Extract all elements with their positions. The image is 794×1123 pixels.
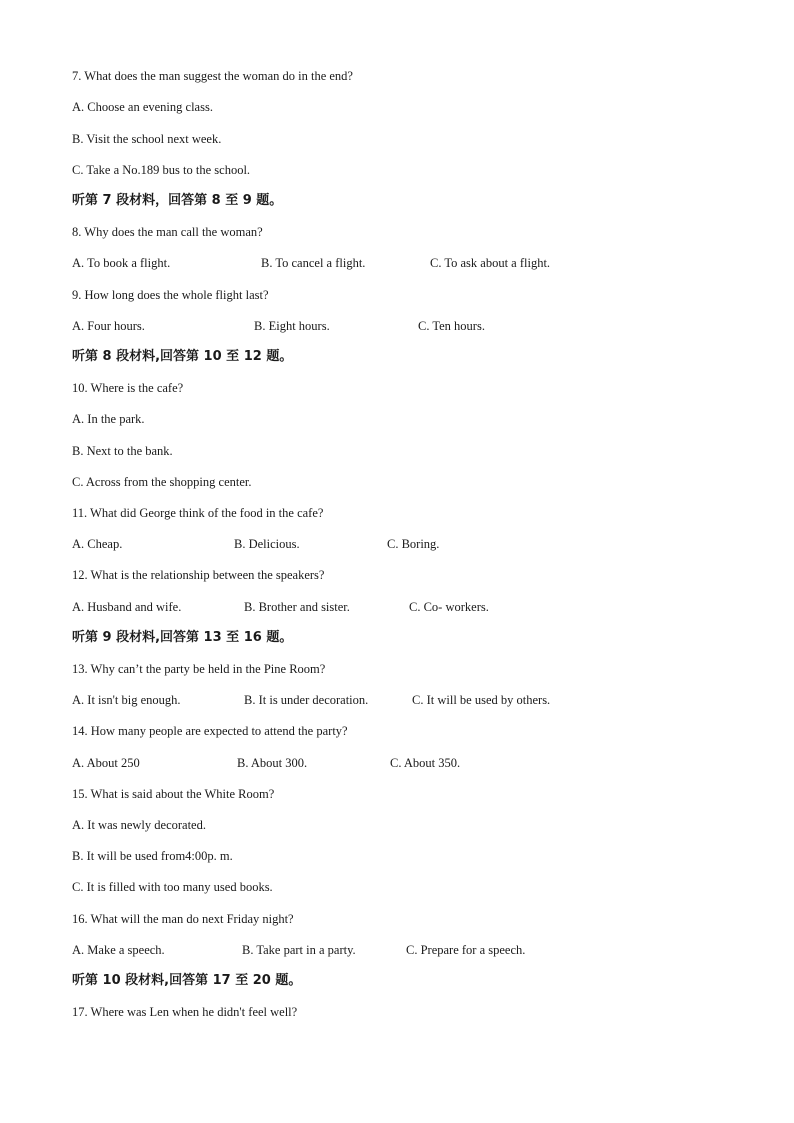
question-11-option-c: C. Boring.: [387, 537, 440, 551]
question-16-option-c: C. Prepare for a speech.: [406, 943, 526, 957]
question-8-option-b: B. To cancel a flight.: [261, 256, 366, 270]
section-8-heading: 听第 8 段材料,回答第 10 至 12 题。: [72, 349, 293, 364]
question-10-option-a: A. In the park.: [72, 412, 145, 426]
question-15-option-b: B. It will be used from4:00p. m.: [72, 849, 233, 863]
question-7-option-c: C. Take a No.189 bus to the school.: [72, 163, 251, 177]
question-11-option-a: A. Cheap.: [72, 537, 123, 551]
section-7-heading: 听第 7 段材料，回答第 8 至 9 题。: [72, 193, 283, 208]
question-10-stem: 10. Where is the cafe?: [72, 381, 184, 395]
question-16-option-a: A. Make a speech.: [72, 943, 165, 957]
question-14-stem: 14. How many people are expected to attend the party?: [72, 724, 348, 738]
question-15-stem: 15. What is said about the White Room?: [72, 787, 275, 801]
question-9-stem: 9. How long does the whole flight last?: [72, 288, 269, 302]
question-9-option-b: B. Eight hours.: [254, 319, 330, 333]
question-12-option-a: A. Husband and wife.: [72, 600, 182, 614]
section-9-heading: 听第 9 段材料,回答第 13 至 16 题。: [72, 630, 293, 645]
question-14-option-a: A. About 250: [72, 756, 140, 770]
question-12-option-c: C. Co- workers.: [409, 600, 489, 614]
question-16-option-b: B. Take part in a party.: [242, 943, 356, 957]
question-7-stem: 7. What does the man suggest the woman do in the end?: [72, 69, 353, 83]
question-9-option-c: C. Ten hours.: [418, 319, 485, 333]
question-7-option-a: A. Choose an evening class.: [72, 100, 213, 114]
question-8-stem: 8. Why does the man call the woman?: [72, 225, 263, 239]
question-12-option-b: B. Brother and sister.: [244, 600, 350, 614]
question-13-option-a: A. It isn't big enough.: [72, 693, 181, 707]
question-8-option-a: A. To book a flight.: [72, 256, 171, 270]
question-12-stem: 12. What is the relationship between the speakers?: [72, 568, 325, 582]
question-14-option-b: B. About 300.: [237, 756, 308, 770]
section-10-heading: 听第 10 段材料,回答第 17 至 20 题。: [72, 973, 302, 988]
question-10-option-c: C. Across from the shopping center.: [72, 475, 252, 489]
question-15-option-a: A. It was newly decorated.: [72, 818, 206, 832]
question-10-option-b: B. Next to the bank.: [72, 444, 173, 458]
question-9-option-a: A. Four hours.: [72, 319, 145, 333]
question-11-option-b: B. Delicious.: [234, 537, 300, 551]
question-8-option-c: C. To ask about a flight.: [430, 256, 551, 270]
question-13-option-c: C. It will be used by others.: [412, 693, 551, 707]
question-7-option-b: B. Visit the school next week.: [72, 132, 222, 146]
question-16-stem: 16. What will the man do next Friday night?: [72, 912, 294, 926]
question-17-stem: 17. Where was Len when he didn't feel well?: [72, 1005, 298, 1019]
question-15-option-c: C. It is filled with too many used books.: [72, 880, 273, 894]
question-11-stem: 11. What did George think of the food in the cafe?: [72, 506, 324, 520]
question-13-stem: 13. Why can’t the party be held in the Pine Room?: [72, 662, 326, 676]
question-14-option-c: C. About 350.: [390, 756, 461, 770]
question-13-option-b: B. It is under decoration.: [244, 693, 369, 707]
